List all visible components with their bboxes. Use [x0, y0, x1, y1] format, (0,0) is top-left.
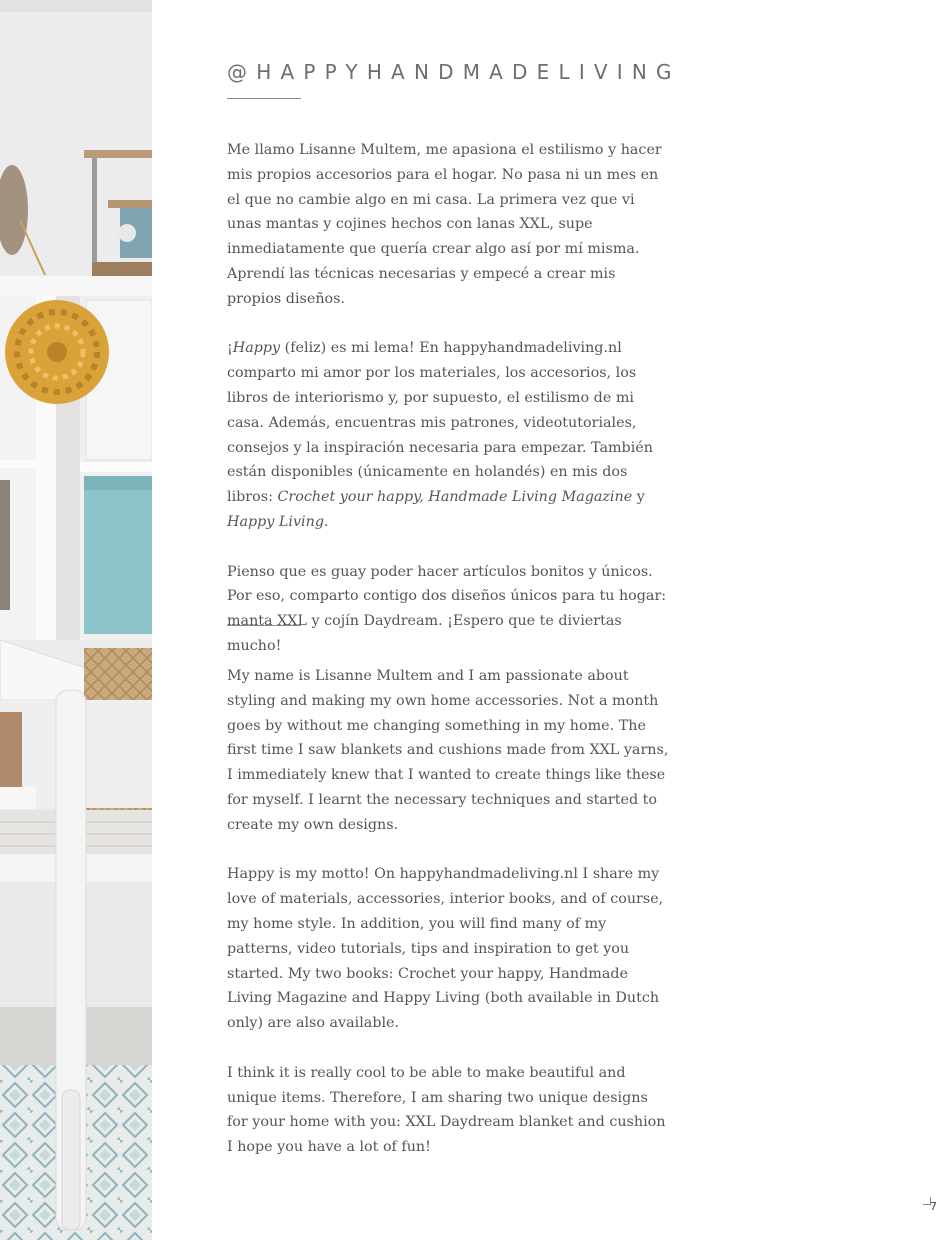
divider-middle — [227, 625, 301, 626]
italic-book-titles: Crochet your happy, Handmade Living Magazine — [277, 489, 633, 506]
english-paragraph-1: My name is Lisanne Multem and I am passionate about styling and making my own home accessories. Not a month goes by without me changing something in my home. The first time I saw blankets and cushions made from XXL yarns, I immediately knew that I wanted to create things like these for myself. I learnt the necessary techniques and started to create my own designs. — [227, 668, 669, 833]
text-fragment: y — [632, 489, 645, 506]
interior-photo-illustration — [0, 0, 152, 1240]
spanish-paragraph-2 — [227, 336, 672, 534]
divider-top — [227, 98, 301, 99]
page-number: 7 — [930, 1200, 937, 1213]
english-paragraph-3: I think it is really cool to be able to make beautiful and unique items. Therefore, I am sharing two unique designs for your home with you: XXL Daydream blanket and cushion I hope you have a lot of fun! — [227, 1064, 666, 1156]
spanish-paragraph-1: Me llamo Lisanne Multem, me apasiona el estilismo y hacer mis propios accesorios para el hogar. No pasa ni un mes en el que no cambie algo en mi casa. La primera vez que vi unas mantas y cojines hechos con lanas XXL, supe inmediatamente que quería crear algo así por mí misma. Aprendí las técnicas necesarias y empecé a crear mis propios diseños. — [227, 142, 662, 307]
interior-photo-strip — [0, 0, 152, 1240]
spanish-paragraph-3: Pienso que es guay poder hacer artículos bonitos y únicos. Por eso, comparto contigo dos diseños únicos para tu hogar: manta XXL y cojín Daydream. ¡Espero que te diviertas mucho! — [227, 563, 667, 654]
spanish-text — [227, 138, 672, 684]
brand-handle: @HAPPYHANDMADELIVING — [227, 60, 681, 84]
text-fragment: ¡ — [227, 340, 233, 357]
italic-book-title: Happy Living — [227, 513, 324, 530]
text-fragment: (feliz) es mi lema! En happyhandmadeliving.nl comparto mi amor por los materiales, los accesorios, los libros de interiorismo y, por supuesto, el estilismo de mi casa. Además, encuentras mis patrones, videotutoriales, consejos y la inspiración necesaria para empezar. También están disponibles (únicamente en holandés) en mis dos libros: — [227, 340, 653, 506]
english-text — [227, 664, 672, 1185]
english-paragraph-2: Happy is my motto! On happyhandmadeliving.nl I share my love of materials, accessories, interior books, and of course, my home style. In addition, you will find many of my patterns, video tutorials, tips and inspiration to get you started. My two books: Crochet your happy, Handmade Living Magazine and Happy Living (both available in Dutch only) are also available. — [227, 866, 664, 1032]
italic-happy: Happy — [232, 340, 281, 357]
text-fragment: . — [324, 513, 329, 530]
